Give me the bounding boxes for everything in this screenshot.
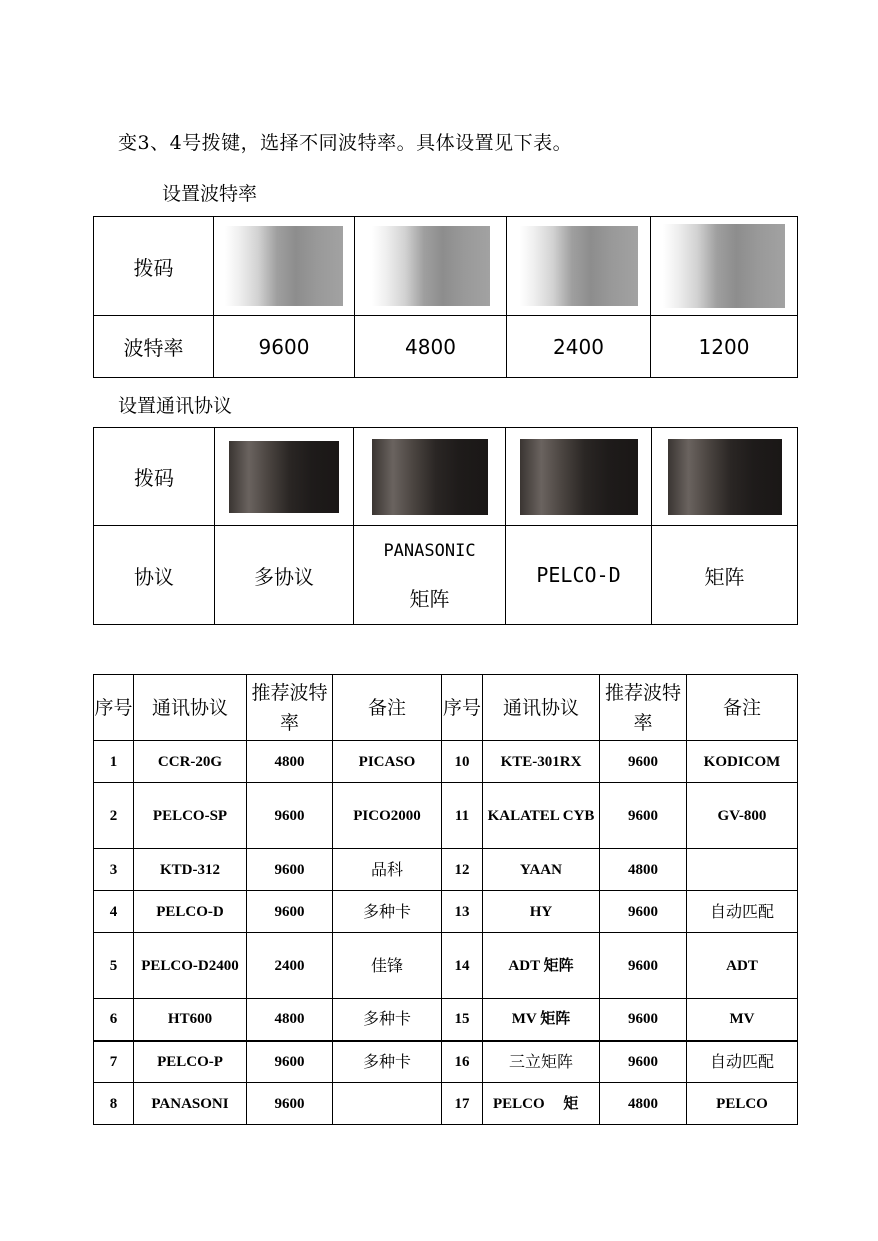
row-baud: 9600 [600, 783, 687, 849]
row-protocol: PELCO-SP [134, 783, 247, 849]
row-baud: 9600 [247, 891, 333, 933]
row-protocol: PELCO-P [134, 1041, 247, 1083]
dip-switch-image [355, 217, 507, 316]
row-protocol: CCR-20G [134, 741, 247, 783]
row-protocol: HY [483, 891, 600, 933]
dip-switch-image [506, 428, 652, 526]
table-row [94, 999, 798, 1041]
row-index: 8 [94, 1083, 134, 1125]
row-index: 2 [94, 783, 134, 849]
row-baud: 9600 [247, 783, 333, 849]
header-protocol: 通讯协议 [134, 675, 247, 741]
row-note: ADT [687, 933, 798, 999]
row-baud: 9600 [247, 849, 333, 891]
header-baud: 推荐波特率 [600, 675, 687, 741]
row-index: 10 [442, 741, 483, 783]
row-note: 品科 [333, 849, 442, 891]
dip-switch-image [651, 217, 798, 316]
table-row [94, 933, 798, 999]
dip-switch-image [507, 217, 651, 316]
row-baud: 9600 [600, 891, 687, 933]
baud-table [93, 216, 798, 378]
protocol-value: 矩阵 [652, 526, 798, 625]
row-protocol: PELCO-D2400 [134, 933, 247, 999]
dip-switch-image [354, 428, 506, 526]
row-baud: 4800 [247, 999, 333, 1041]
row-index: 6 [94, 999, 134, 1041]
table-row [94, 891, 798, 933]
row-note: 佳锋 [333, 933, 442, 999]
protocol-value-line2: 矩阵 [409, 587, 450, 611]
baud-dip-label: 拨码 [94, 217, 214, 316]
row-protocol: MV 矩阵 [483, 999, 600, 1041]
baud-heading: 设置波特率 [162, 183, 258, 205]
row-baud: 4800 [247, 741, 333, 783]
row-index: 3 [94, 849, 134, 891]
row-baud: 9600 [600, 1041, 687, 1083]
row-protocol: HT600 [134, 999, 247, 1041]
protocol-value [354, 526, 506, 625]
baud-value: 4800 [355, 316, 507, 378]
row-protocol: KTD-312 [134, 849, 247, 891]
row-protocol: PANASONI [134, 1083, 247, 1125]
row-index: 14 [442, 933, 483, 999]
row-note: 自动匹配 [687, 1041, 798, 1083]
row-note: 多种卡 [333, 999, 442, 1041]
table-row [94, 741, 798, 783]
row-baud: 9600 [247, 1041, 333, 1083]
protocol-label: 协议 [94, 526, 215, 625]
row-index: 13 [442, 891, 483, 933]
row-baud: 2400 [247, 933, 333, 999]
table-row [94, 849, 798, 891]
table-row [94, 1083, 798, 1125]
protocol-table [93, 427, 798, 625]
baud-value: 9600 [214, 316, 355, 378]
header-note: 备注 [333, 675, 442, 741]
row-note: PICO2000 [333, 783, 442, 849]
dip-switch-image [214, 217, 355, 316]
protocol-list-table [93, 674, 798, 1125]
header-protocol: 通讯协议 [483, 675, 600, 741]
row-baud: 9600 [600, 999, 687, 1041]
header-index: 序号 [442, 675, 483, 741]
table-row [94, 783, 798, 849]
row-note [687, 849, 798, 891]
baud-rate-label: 波特率 [94, 316, 214, 378]
row-protocol: PELCO-D [134, 891, 247, 933]
row-note: GV-800 [687, 783, 798, 849]
row-index: 11 [442, 783, 483, 849]
dip-switch-image [215, 428, 354, 526]
row-protocol: ADT 矩阵 [483, 933, 600, 999]
row-baud: 4800 [600, 1083, 687, 1125]
row-note: 多种卡 [333, 891, 442, 933]
table-row [94, 1041, 798, 1083]
header-note: 备注 [687, 675, 798, 741]
row-index: 4 [94, 891, 134, 933]
row-note: 多种卡 [333, 1041, 442, 1083]
row-index: 1 [94, 741, 134, 783]
row-baud: 9600 [600, 741, 687, 783]
row-protocol: KALATEL CYB [483, 783, 600, 849]
row-protocol: KTE-301RX [483, 741, 600, 783]
row-protocol: 三立矩阵 [483, 1041, 600, 1083]
row-baud: 9600 [247, 1083, 333, 1125]
row-index: 7 [94, 1041, 134, 1083]
protocol-value: 多协议 [215, 526, 354, 625]
row-note: 自动匹配 [687, 891, 798, 933]
row-note [333, 1083, 442, 1125]
protocol-value-line1: PANASONIC [383, 541, 476, 561]
baud-value: 2400 [507, 316, 651, 378]
row-protocol: PELCO 矩 [483, 1083, 600, 1125]
protocol-heading: 设置通讯协议 [118, 395, 233, 417]
row-index: 5 [94, 933, 134, 999]
protocol-dip-label: 拨码 [94, 428, 215, 526]
row-note: PELCO [687, 1083, 798, 1125]
row-note: KODICOM [687, 741, 798, 783]
row-index: 15 [442, 999, 483, 1041]
header-baud: 推荐波特率 [247, 675, 333, 741]
header-index: 序号 [94, 675, 134, 741]
baud-value: 1200 [651, 316, 798, 378]
row-index: 16 [442, 1041, 483, 1083]
protocol-value: PELCO-D [506, 526, 652, 625]
intro-text: 变3、4号拨键，选择不同波特率。具体设置见下表。 [118, 132, 573, 154]
row-index: 12 [442, 849, 483, 891]
row-baud: 9600 [600, 933, 687, 999]
dip-switch-image [652, 428, 798, 526]
row-note: MV [687, 999, 798, 1041]
row-baud: 4800 [600, 849, 687, 891]
row-index: 17 [442, 1083, 483, 1125]
row-note: PICASO [333, 741, 442, 783]
row-protocol: YAAN [483, 849, 600, 891]
